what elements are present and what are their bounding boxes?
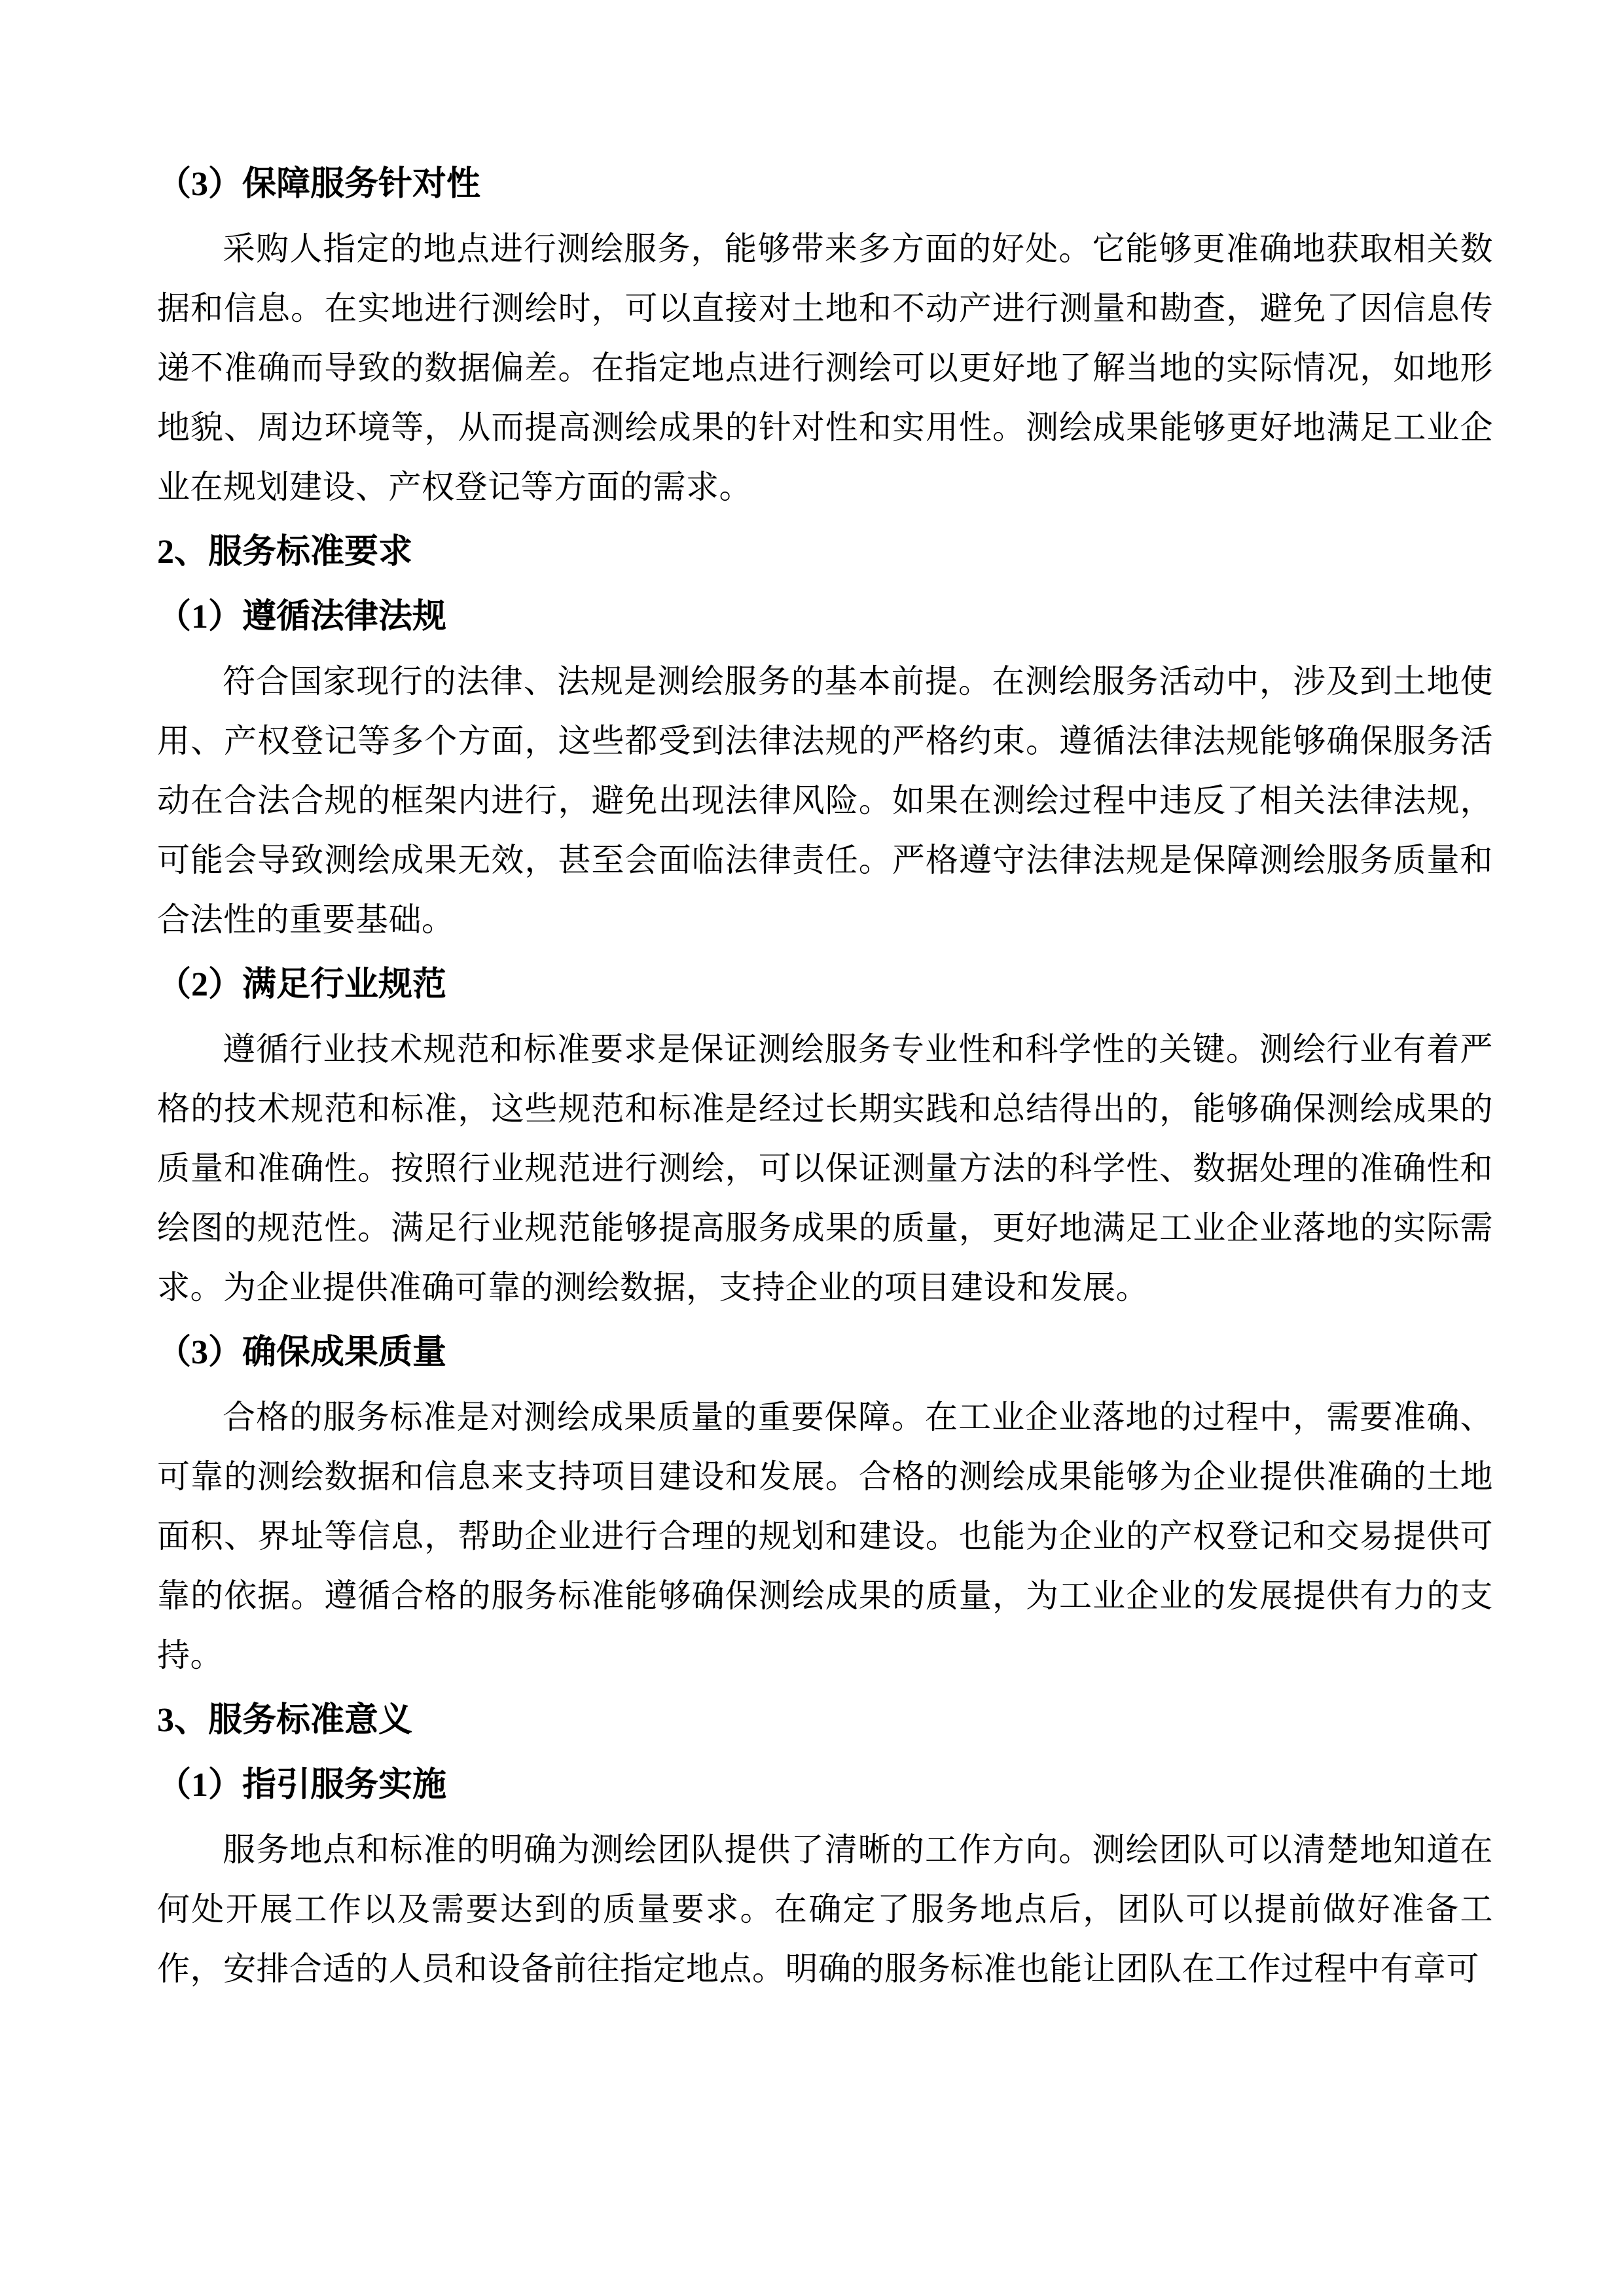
paragraph-follow-laws: 符合国家现行的法律、法规是测绘服务的基本前提。在测绘服务活动中，涉及到土地使用、产权登记等多个方面，这些都受到法律法规的严格约束。遵循法律法规能够确保服务活动在合法合规的框架内进行，避免出现法律风险。如果在测绘过程中违反了相关法律法规，可能会导致测绘成果无效，甚至会面临法律责任。严格遵守法律法规是保障测绘服务质量和合法性的重要基础。 (157, 663, 1493, 938)
section-heading-service-targeting: （3）保障服务针对性 (157, 166, 481, 203)
section-heading-service-standards: 2、服务标准要求 (157, 533, 413, 571)
section-heading-result-quality: （3）确保成果质量 (157, 1334, 447, 1371)
paragraph-result-quality: 合格的服务标准是对测绘成果质量的重要保障。在工业企业落地的过程中，需要准确、可靠的测绘数据和信息来支持项目建设和发展。合格的测绘成果能够为企业提供准确的土地面积、界址等信息，帮助企业进行合理的规划和建设。也能为企业的产权登记和交易提供可靠的依据。遵循合格的服务标准能够确保测绘成果的质量，为工业企业的发展提供有力的支持。 (157, 1399, 1493, 1674)
paragraph-industry-norms: 遵循行业技术规范和标准要求是保证测绘服务专业性和科学性的关键。测绘行业有着严格的技术规范和标准，这些规范和标准是经过长期实践和总结得出的，能够确保测绘成果的质量和准确性。按照行业规范进行测绘，可以保证测量方法的科学性、数据处理的准确性和绘图的规范性。满足行业规范能够提高服务成果的质量，更好地满足工业企业落地的实际需求。为企业提供准确可靠的测绘数据，支持企业的项目建设和发展。 (157, 1031, 1493, 1306)
section-heading-industry-norms: （2）满足行业规范 (157, 966, 447, 1003)
section-heading-guide-implementation: （1）指引服务实施 (157, 1767, 447, 1804)
paragraph-service-targeting: 采购人指定的地点进行测绘服务，能够带来多方面的好处。它能够更准确地获取相关数据和信息。在实地进行测绘时，可以直接对土地和不动产进行测量和勘查，避免了因信息传递不准确而导致的数据偏差。在指定地点进行测绘可以更好地了解当地的实际情况，如地形地貌、周边环境等，从而提高测绘成果的针对性和实用性。测绘成果能够更好地满足工业企业在规划建设、产权登记等方面的需求。 (157, 230, 1493, 505)
section-heading-standards-meaning: 3、服务标准意义 (157, 1702, 413, 1739)
section-heading-follow-laws: （1）遵循法律法规 (157, 598, 447, 636)
paragraph-guide-implementation: 服务地点和标准的明确为测绘团队提供了清晰的工作方向。测绘团队可以清楚地知道在何处开展工作以及需要达到的质量要求。在确定了服务地点后，团队可以提前做好准备工作，安排合适的人员和设备前往指定地点。明确的服务标准也能让团队在工作过程中有章可 (157, 1831, 1493, 1987)
